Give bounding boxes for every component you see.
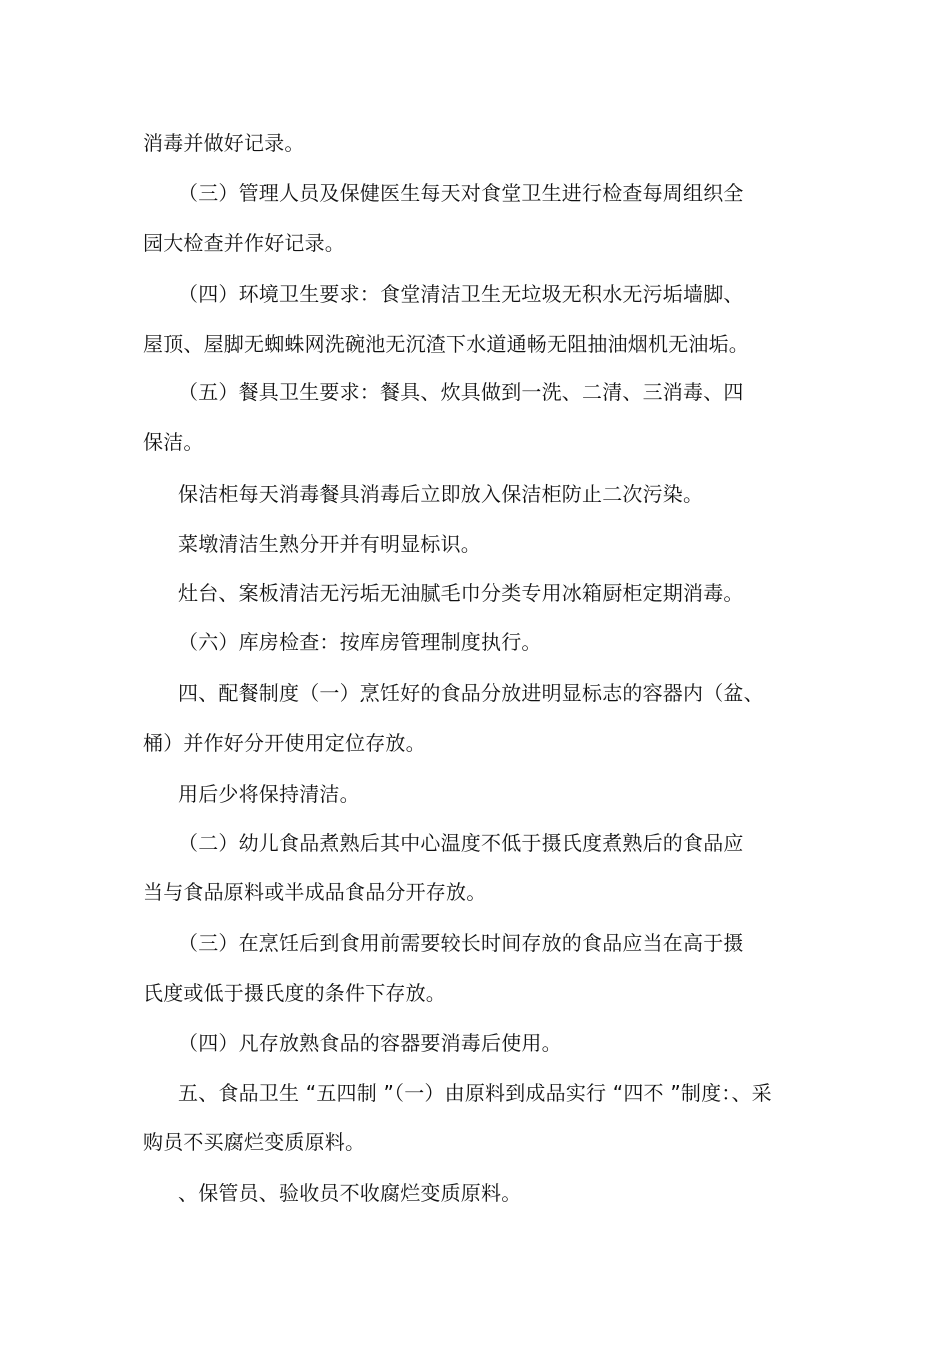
text-line: 消毒并做好记录。 <box>143 131 305 155</box>
text-line: 、保管员、验收员不收腐烂变质原料。 <box>178 1181 522 1205</box>
text-line: （三）在烹饪后到食用前需要较长时间存放的食品应当在高于摄 <box>178 931 744 955</box>
text-line: 灶台、案板清洁无污垢无油腻毛巾分类专用冰箱厨柜定期消毒。 <box>178 581 744 605</box>
text-line: 四、配餐制度（一）烹饪好的食品分放进明显标志的容器内（盆、 <box>178 681 764 705</box>
text-line: 五、食品卫生 “五四制 ”（一）由原料到成品实行 “四不 ”制度：、采 <box>178 1081 772 1105</box>
text-line: （二）幼儿食品煮熟后其中心温度不低于摄氏度煮熟后的食品应 <box>178 831 744 855</box>
text-line: （五）餐具卫生要求：餐具、炊具做到一洗、二清、三消毒、四 <box>178 380 744 404</box>
text-line: 用后少将保持清洁。 <box>178 782 360 806</box>
text-line: （三）管理人员及保健医生每天对食堂卫生进行检查每周组织全 <box>178 181 744 205</box>
text-line: 保洁。 <box>143 430 204 454</box>
text-line: 氏度或低于摄氏度的条件下存放。 <box>143 981 446 1005</box>
text-line: （六）库房检查：按库房管理制度执行。 <box>178 630 542 654</box>
text-line: 保洁柜每天消毒餐具消毒后立即放入保洁柜防止二次污染。 <box>178 482 704 506</box>
text-line: （四）环境卫生要求：食堂清洁卫生无垃圾无积水无污垢墙脚、 <box>178 282 744 306</box>
text-line: 屋顶、屋脚无蜘蛛网洗碗池无沉渣下水道通畅无阻抽油烟机无油垢。 <box>143 332 749 356</box>
text-line: 菜墩清洁生熟分开并有明显标识。 <box>178 532 481 556</box>
text-line: 购员不买腐烂变质原料。 <box>143 1130 366 1154</box>
text-line: 园大检查并作好记录。 <box>143 231 345 255</box>
text-line: 当与食品原料或半成品食品分开存放。 <box>143 880 487 904</box>
text-line: 桶）并作好分开使用定位存放。 <box>143 731 426 755</box>
text-line: （四）凡存放熟食品的容器要消毒后使用。 <box>178 1031 562 1055</box>
